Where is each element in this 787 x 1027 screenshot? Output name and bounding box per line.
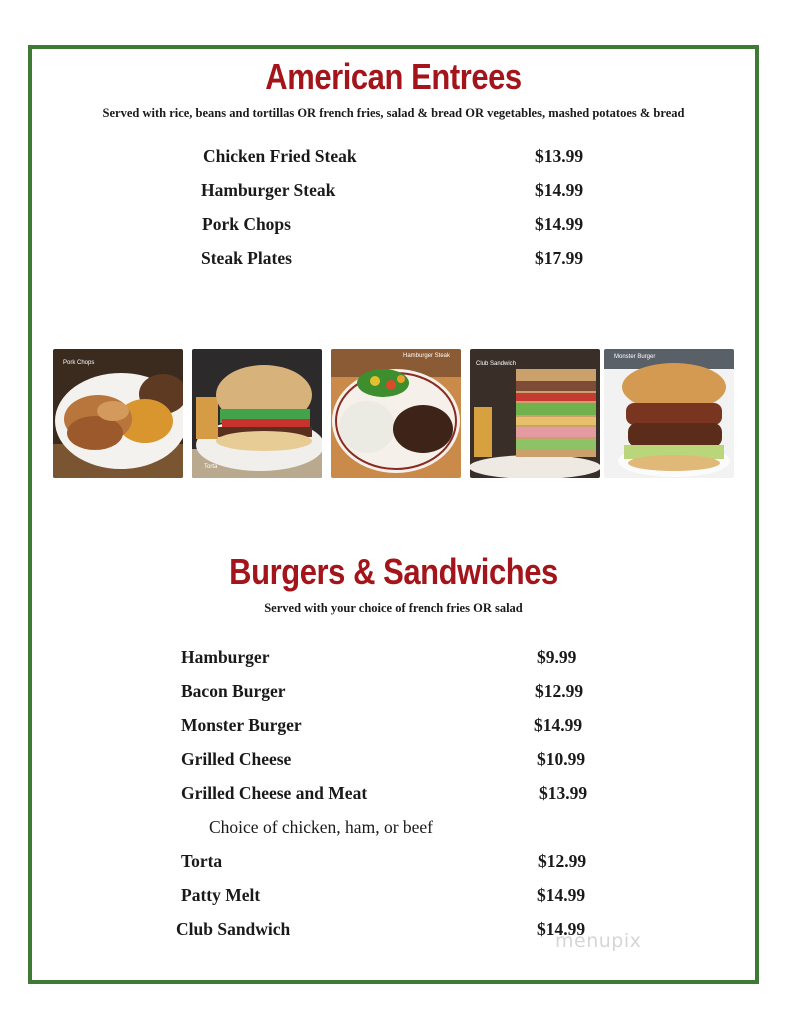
menu-item-name: Hamburger (181, 647, 270, 667)
menu-item-name: Bacon Burger (181, 681, 286, 701)
menu-item-name: Chicken Fried Steak (203, 146, 357, 166)
photo-caption: Torta (204, 464, 218, 470)
menu-item-name: Steak Plates (201, 248, 292, 268)
menu-item-price: $10.99 (537, 749, 586, 769)
menu-item-note: Choice of chicken, ham, or beef (209, 817, 434, 837)
burgers-sandwiches-subtitle: Served with your choice of french fries OR salad (264, 601, 523, 615)
menu-item-name: Monster Burger (181, 715, 302, 735)
menu-item-price: $13.99 (535, 146, 584, 166)
photo-caption: Monster Burger (614, 354, 656, 360)
torta-photo (192, 349, 322, 478)
menu-item-name: Patty Melt (181, 885, 261, 905)
menu-item-name: Torta (181, 851, 223, 871)
american-entrees-title: American Entrees (265, 56, 522, 97)
menu-item-name: Hamburger Steak (201, 180, 336, 200)
monster-burger-photo (604, 349, 734, 478)
menu-item-price: $12.99 (535, 681, 584, 701)
menu-item-price: $14.99 (537, 919, 586, 939)
menu-item-name: Grilled Cheese (181, 749, 292, 769)
menu-item-price: $12.99 (538, 851, 587, 871)
menu-item-price: $14.99 (535, 214, 584, 234)
menu-frame (28, 45, 759, 984)
pork-chops-photo (53, 349, 183, 478)
hamburger-steak-photo (331, 349, 461, 478)
photo-caption: Pork Chops (63, 360, 95, 366)
menu-item-price: $14.99 (535, 180, 584, 200)
menu-item-price: $14.99 (537, 885, 586, 905)
menu-item-price: $14.99 (534, 715, 583, 735)
photo-caption: Club Sandwich (476, 361, 517, 367)
club-sandwich-photo (470, 349, 600, 478)
menu-item-price: $17.99 (535, 248, 584, 268)
menu-item-name: Grilled Cheese and Meat (181, 783, 368, 803)
watermark: menupix (555, 930, 642, 952)
american-entrees-subtitle: Served with rice, beans and tortillas OR french fries, salad & bread OR vegetables, mashed potatoes & bread (102, 106, 685, 120)
menu-item-price: $9.99 (537, 647, 577, 667)
menu-item-price: $13.99 (539, 783, 588, 803)
menu-item-name: Club Sandwich (176, 919, 291, 939)
photo-caption: Hamburger Steak (403, 353, 451, 359)
menu-item-name: Pork Chops (202, 214, 291, 234)
burgers-sandwiches-title: Burgers & Sandwiches (229, 551, 558, 592)
